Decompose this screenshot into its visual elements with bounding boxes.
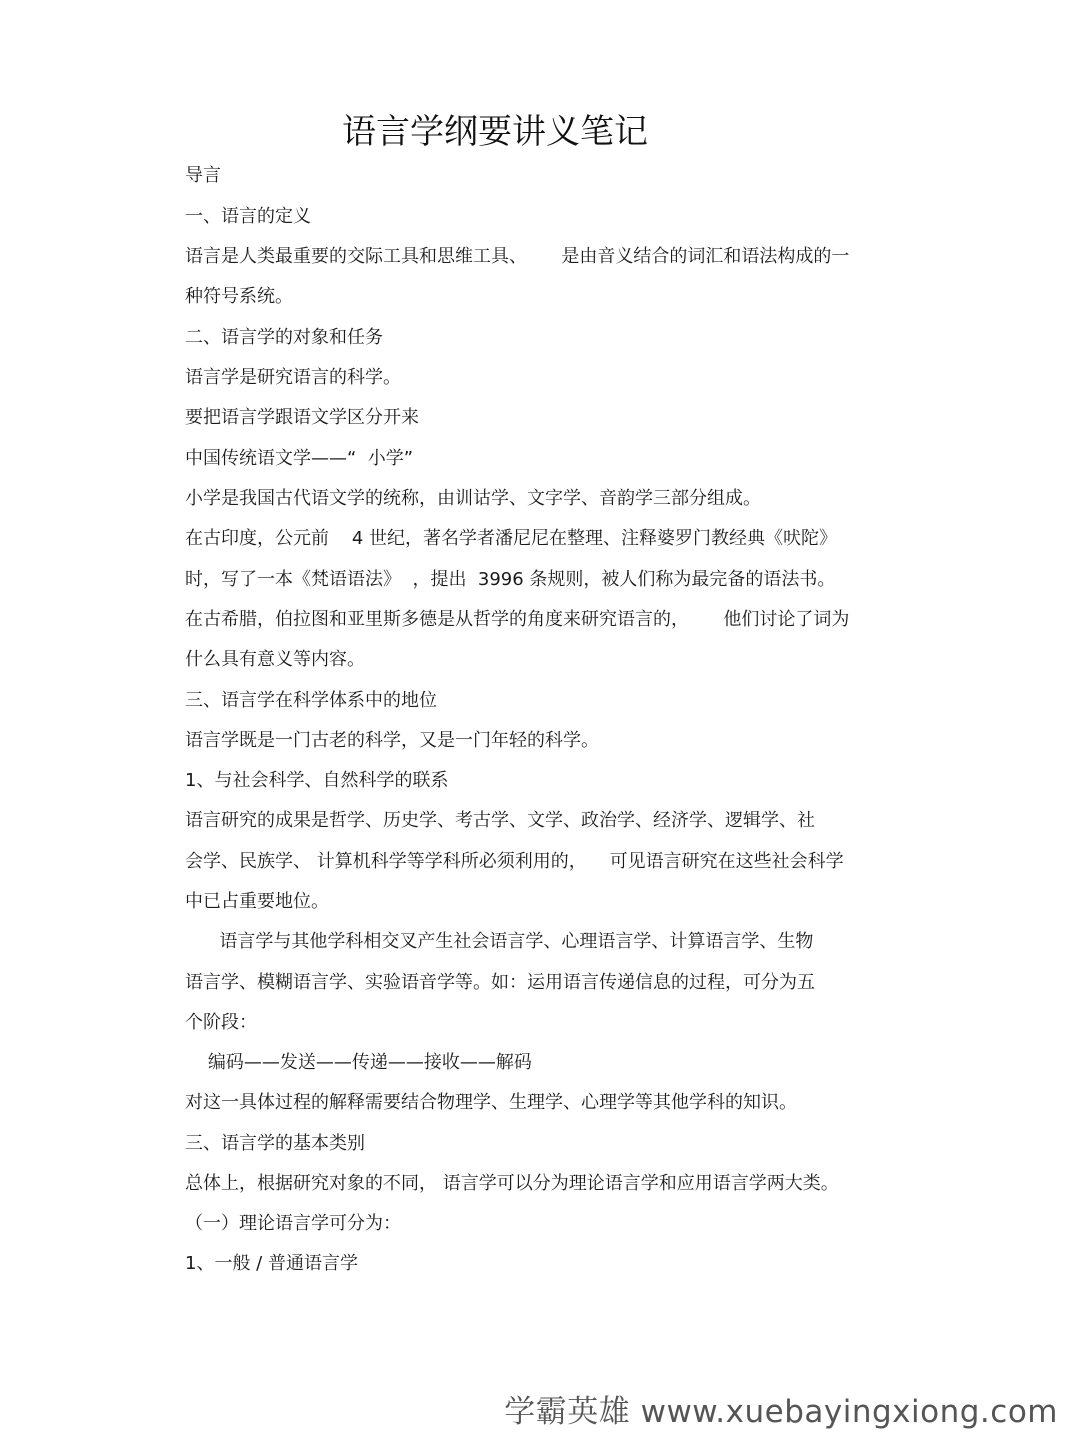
paragraph-line: 在古希腊，伯拉图和亚里斯多德是从哲学的角度来研究语言的， 他们讨论了词为 [185, 609, 850, 630]
section-heading: 一、语言的定义 [185, 206, 311, 227]
paragraph-line: 小学是我国古代语文学的统称，由训诂学、文字学、音韵学三部分组成。 [185, 488, 761, 509]
paragraph-line: 时，写了一本《梵语语法》 ，提出 3996 条规则，被人们称为最完备的语法书。 [185, 569, 836, 590]
process-chain: 编码——发送——传递——接收——解码 [185, 1052, 532, 1073]
paragraph-line: 语言学与其他学科相交叉产生社会语言学、心理语言学、计算语言学、生物 [185, 931, 814, 952]
section-heading: 二、语言学的对象和任务 [185, 327, 383, 348]
paragraph-line: 会学、民族学、 计算机科学等学科所必须利用的， 可见语言研究在这些社会科学 [185, 851, 844, 872]
section-heading: 三、语言学在科学体系中的地位 [185, 690, 437, 711]
paragraph-line: 种符号系统。 [185, 286, 293, 307]
paragraph-line: 语言学、模糊语言学、实验语音学等。如：运用语言传递信息的过程，可分为五 [185, 972, 815, 993]
section-heading: 三、语言学的基本类别 [185, 1133, 365, 1154]
paragraph-line: 对这一具体过程的解释需要结合物理学、生理学、心理学等其他学科的知识。 [185, 1092, 797, 1113]
paragraph-line: 在古印度，公元前 4 世纪，著名学者潘尼尼在整理、注释婆罗门教经典《吠陀》 [185, 528, 838, 549]
paragraph-line: 语言是人类最重要的交际工具和思维工具、 是由音义结合的词汇和语法构成的一 [185, 246, 850, 267]
paragraph-line: 个阶段： [185, 1012, 257, 1033]
paragraph-line: 语言学是研究语言的科学。 [185, 367, 401, 388]
paragraph-line: 语言学既是一门古老的科学，又是一门年轻的科学。 [185, 730, 599, 751]
paragraph-line: 语言研究的成果是哲学、历史学、考古学、文学、政治学、经济学、逻辑学、社 [185, 810, 815, 831]
page-title: 语言学纲要讲义笔记 [342, 112, 648, 152]
list-item: 1、一般 / 普通语言学 [185, 1253, 358, 1274]
site-watermark: 学霸英雄 www.xuebayingxiong.com [504, 1394, 1058, 1430]
paragraph-line: 中国传统语文学——“ 小学” [185, 448, 414, 469]
section-heading-intro: 导言 [185, 165, 221, 186]
paragraph-line: 要把语言学跟语文学区分开来 [185, 407, 419, 428]
paragraph-line: 什么具有意义等内容。 [185, 649, 365, 670]
paragraph-line: 中已占重要地位。 [185, 891, 329, 912]
paragraph-line: 总体上，根据研究对象的不同， 语言学可以分为理论语言学和应用语言学两大类。 [185, 1173, 839, 1194]
subsection-heading: （一）理论语言学可分为： [185, 1213, 401, 1234]
subsection-heading: 1、与社会科学、自然科学的联系 [185, 770, 449, 791]
